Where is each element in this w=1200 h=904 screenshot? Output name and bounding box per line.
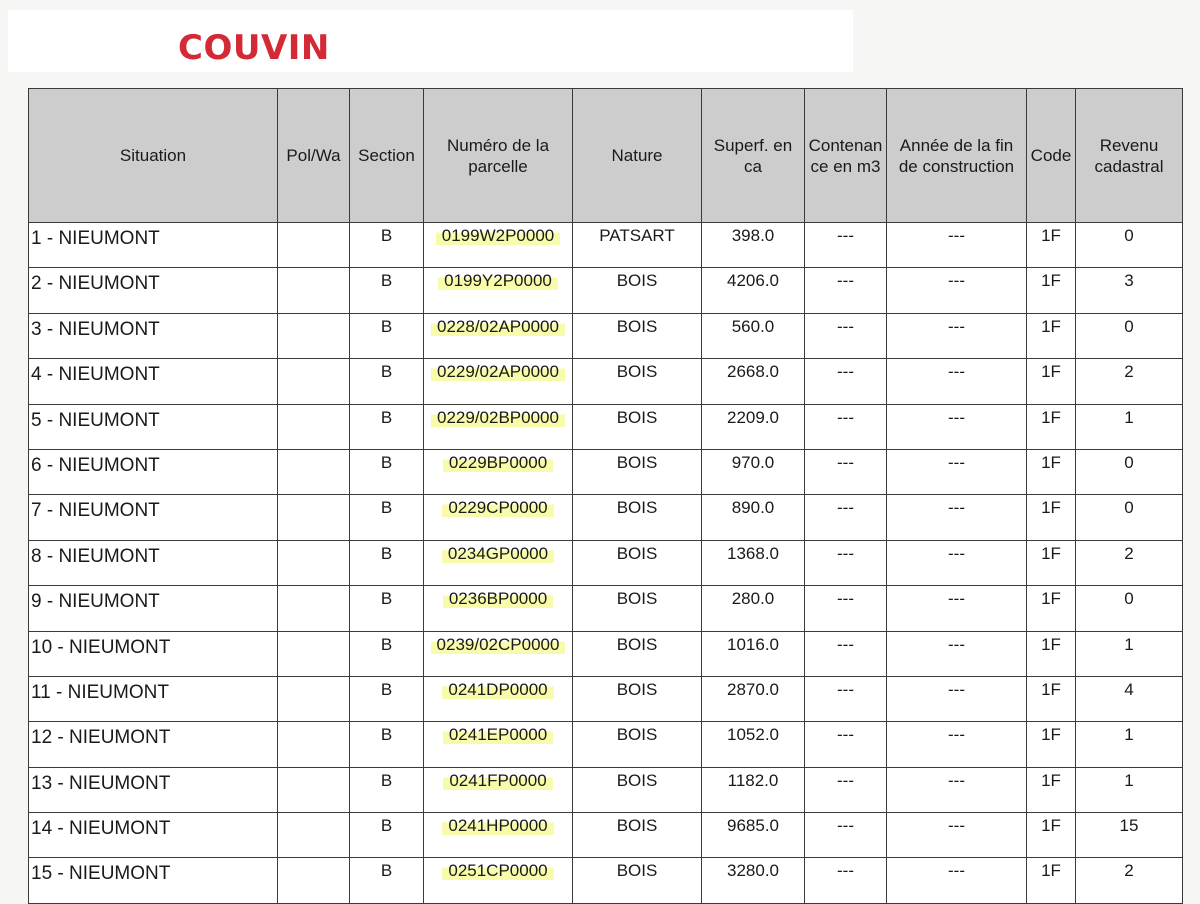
cell-situation: 15 - NIEUMONT (29, 858, 278, 903)
cell-cadastral-income: 0 (1076, 495, 1183, 540)
table-row (29, 813, 1183, 858)
cell-cadastral-income: 4 (1076, 676, 1183, 721)
cell-pol-wa (278, 495, 350, 540)
cell-code: 1F (1027, 767, 1076, 812)
cell-volume: --- (805, 268, 887, 313)
cell-construction-year: --- (887, 540, 1027, 585)
cell-volume: --- (805, 313, 887, 358)
parcel-number-highlight: 0251CP0000 (442, 861, 553, 880)
cell-area: 2870.0 (702, 676, 805, 721)
cell-parcel-number (424, 540, 573, 585)
cell-code: 1F (1027, 540, 1076, 585)
cell-section: B (350, 449, 424, 494)
cell-section: B (350, 676, 424, 721)
cell-volume: --- (805, 540, 887, 585)
parcel-table (28, 88, 1183, 904)
cell-cadastral-income: 15 (1076, 813, 1183, 858)
cell-section: B (350, 586, 424, 631)
column-header-cadastral-income: Revenu cadastral (1076, 89, 1183, 223)
cell-situation: 12 - NIEUMONT (29, 722, 278, 767)
cell-cadastral-income: 0 (1076, 223, 1183, 268)
cell-section: B (350, 813, 424, 858)
cell-situation: 5 - NIEUMONT (29, 404, 278, 449)
cell-pol-wa (278, 586, 350, 631)
cell-parcel-number (424, 722, 573, 767)
cell-nature: BOIS (573, 313, 702, 358)
cell-volume: --- (805, 676, 887, 721)
cell-cadastral-income: 1 (1076, 404, 1183, 449)
cell-construction-year: --- (887, 404, 1027, 449)
cell-nature: BOIS (573, 676, 702, 721)
cell-code: 1F (1027, 858, 1076, 903)
cell-area: 1368.0 (702, 540, 805, 585)
cell-parcel-number (424, 404, 573, 449)
cell-code: 1F (1027, 676, 1076, 721)
table-row (29, 767, 1183, 812)
cell-construction-year: --- (887, 268, 1027, 313)
cell-code: 1F (1027, 495, 1076, 540)
cell-code: 1F (1027, 223, 1076, 268)
parcel-number-highlight: 0229BP0000 (443, 453, 553, 472)
cell-section: B (350, 404, 424, 449)
cell-parcel-number (424, 359, 573, 404)
cell-construction-year: --- (887, 495, 1027, 540)
cell-section: B (350, 631, 424, 676)
cell-cadastral-income: 0 (1076, 313, 1183, 358)
cell-construction-year: --- (887, 813, 1027, 858)
cell-pol-wa (278, 676, 350, 721)
cell-volume: --- (805, 404, 887, 449)
cell-code: 1F (1027, 449, 1076, 494)
table-row (29, 268, 1183, 313)
cell-pol-wa (278, 313, 350, 358)
cell-situation: 10 - NIEUMONT (29, 631, 278, 676)
cell-section: B (350, 858, 424, 903)
cell-area: 1182.0 (702, 767, 805, 812)
cell-situation: 4 - NIEUMONT (29, 359, 278, 404)
cell-section: B (350, 359, 424, 404)
cell-volume: --- (805, 858, 887, 903)
cell-code: 1F (1027, 404, 1076, 449)
cell-nature: BOIS (573, 359, 702, 404)
parcel-number-highlight: 0229CP0000 (442, 498, 553, 517)
table-row (29, 586, 1183, 631)
cell-pol-wa (278, 359, 350, 404)
cell-nature: BOIS (573, 268, 702, 313)
parcel-number-highlight: 0199W2P0000 (436, 226, 560, 245)
cell-section: B (350, 540, 424, 585)
cell-construction-year: --- (887, 449, 1027, 494)
cell-volume: --- (805, 223, 887, 268)
table-row (29, 313, 1183, 358)
cell-pol-wa (278, 722, 350, 767)
cell-situation: 8 - NIEUMONT (29, 540, 278, 585)
cell-situation: 6 - NIEUMONT (29, 449, 278, 494)
cell-section: B (350, 767, 424, 812)
column-header-parcel-number: Numéro de la parcelle (424, 89, 573, 223)
cell-area: 560.0 (702, 313, 805, 358)
column-header-area: Superf. en ca (702, 89, 805, 223)
parcel-number-highlight: 0241DP0000 (442, 680, 553, 699)
cell-code: 1F (1027, 631, 1076, 676)
parcel-number-highlight: 0239/02CP0000 (431, 635, 566, 654)
cell-nature: BOIS (573, 449, 702, 494)
cell-nature: BOIS (573, 495, 702, 540)
cell-cadastral-income: 2 (1076, 540, 1183, 585)
cell-nature: PATSART (573, 223, 702, 268)
cell-cadastral-income: 1 (1076, 767, 1183, 812)
cell-volume: --- (805, 449, 887, 494)
cell-code: 1F (1027, 268, 1076, 313)
cell-cadastral-income: 3 (1076, 268, 1183, 313)
header-row (29, 89, 1183, 223)
table-row (29, 449, 1183, 494)
cell-volume: --- (805, 813, 887, 858)
cell-parcel-number (424, 223, 573, 268)
column-header-pol-wa: Pol/Wa (278, 89, 350, 223)
table-row (29, 631, 1183, 676)
cell-parcel-number (424, 268, 573, 313)
cell-cadastral-income: 2 (1076, 359, 1183, 404)
cell-nature: BOIS (573, 858, 702, 903)
title-band (8, 10, 853, 72)
cell-situation: 14 - NIEUMONT (29, 813, 278, 858)
cell-construction-year: --- (887, 313, 1027, 358)
cell-construction-year: --- (887, 586, 1027, 631)
cell-parcel-number (424, 631, 573, 676)
column-header-situation: Situation (29, 89, 278, 223)
cell-section: B (350, 223, 424, 268)
cell-volume: --- (805, 586, 887, 631)
cell-nature: BOIS (573, 586, 702, 631)
cell-area: 970.0 (702, 449, 805, 494)
cell-area: 1052.0 (702, 722, 805, 767)
cell-situation: 2 - NIEUMONT (29, 268, 278, 313)
cell-area: 398.0 (702, 223, 805, 268)
column-header-construction-year: Année de la fin de construction (887, 89, 1027, 223)
cell-volume: --- (805, 359, 887, 404)
cell-parcel-number (424, 676, 573, 721)
table-row (29, 540, 1183, 585)
column-header-volume: Contenan ce en m3 (805, 89, 887, 223)
cell-situation: 11 - NIEUMONT (29, 676, 278, 721)
column-header-code: Code (1027, 89, 1076, 223)
cell-area: 2209.0 (702, 404, 805, 449)
cell-area: 2668.0 (702, 359, 805, 404)
cell-nature: BOIS (573, 404, 702, 449)
cell-parcel-number (424, 858, 573, 903)
table-row (29, 404, 1183, 449)
cell-section: B (350, 495, 424, 540)
cell-code: 1F (1027, 813, 1076, 858)
cell-volume: --- (805, 495, 887, 540)
cell-pol-wa (278, 404, 350, 449)
cell-pol-wa (278, 631, 350, 676)
cell-parcel-number (424, 586, 573, 631)
parcel-number-highlight: 0228/02AP0000 (431, 317, 565, 336)
table-row (29, 676, 1183, 721)
cell-cadastral-income: 1 (1076, 722, 1183, 767)
cell-volume: --- (805, 722, 887, 767)
cell-situation: 7 - NIEUMONT (29, 495, 278, 540)
cell-cadastral-income: 0 (1076, 449, 1183, 494)
cell-section: B (350, 722, 424, 767)
parcel-number-highlight: 0234GP0000 (442, 544, 554, 563)
cell-construction-year: --- (887, 223, 1027, 268)
table-row (29, 495, 1183, 540)
table-row (29, 722, 1183, 767)
cell-section: B (350, 268, 424, 313)
cell-nature: BOIS (573, 540, 702, 585)
cell-volume: --- (805, 631, 887, 676)
parcel-number-highlight: 0241EP0000 (443, 725, 553, 744)
cell-cadastral-income: 2 (1076, 858, 1183, 903)
page-title: COUVIN (178, 28, 330, 68)
cell-parcel-number (424, 449, 573, 494)
column-header-nature: Nature (573, 89, 702, 223)
cell-situation: 13 - NIEUMONT (29, 767, 278, 812)
cell-area: 3280.0 (702, 858, 805, 903)
cell-code: 1F (1027, 313, 1076, 358)
cell-area: 1016.0 (702, 631, 805, 676)
cell-construction-year: --- (887, 676, 1027, 721)
cell-construction-year: --- (887, 359, 1027, 404)
cell-area: 9685.0 (702, 813, 805, 858)
cell-construction-year: --- (887, 631, 1027, 676)
cell-pol-wa (278, 767, 350, 812)
cell-area: 890.0 (702, 495, 805, 540)
parcel-number-highlight: 0199Y2P0000 (438, 271, 558, 290)
parcel-number-highlight: 0241FP0000 (443, 771, 552, 790)
cell-nature: BOIS (573, 722, 702, 767)
table-row (29, 359, 1183, 404)
cell-pol-wa (278, 268, 350, 313)
cell-cadastral-income: 0 (1076, 586, 1183, 631)
parcel-number-highlight: 0236BP0000 (443, 589, 553, 608)
parcel-number-highlight: 0229/02AP0000 (431, 362, 565, 381)
cell-situation: 3 - NIEUMONT (29, 313, 278, 358)
cell-area: 4206.0 (702, 268, 805, 313)
cell-nature: BOIS (573, 631, 702, 676)
cell-pol-wa (278, 858, 350, 903)
cell-pol-wa (278, 223, 350, 268)
cell-parcel-number (424, 495, 573, 540)
column-header-section: Section (350, 89, 424, 223)
cell-parcel-number (424, 813, 573, 858)
table-row (29, 858, 1183, 903)
cell-nature: BOIS (573, 767, 702, 812)
cell-area: 280.0 (702, 586, 805, 631)
cell-pol-wa (278, 540, 350, 585)
cell-pol-wa (278, 813, 350, 858)
parcel-number-highlight: 0241HP0000 (442, 816, 553, 835)
cell-pol-wa (278, 449, 350, 494)
cell-construction-year: --- (887, 767, 1027, 812)
cell-parcel-number (424, 313, 573, 358)
cell-cadastral-income: 1 (1076, 631, 1183, 676)
cell-situation: 9 - NIEUMONT (29, 586, 278, 631)
cell-code: 1F (1027, 359, 1076, 404)
cell-situation: 1 - NIEUMONT (29, 223, 278, 268)
parcel-number-highlight: 0229/02BP0000 (431, 408, 565, 427)
cell-code: 1F (1027, 722, 1076, 767)
cell-construction-year: --- (887, 858, 1027, 903)
cell-parcel-number (424, 767, 573, 812)
cell-nature: BOIS (573, 813, 702, 858)
cell-construction-year: --- (887, 722, 1027, 767)
cell-code: 1F (1027, 586, 1076, 631)
cell-volume: --- (805, 767, 887, 812)
table-row (29, 223, 1183, 268)
cell-section: B (350, 313, 424, 358)
